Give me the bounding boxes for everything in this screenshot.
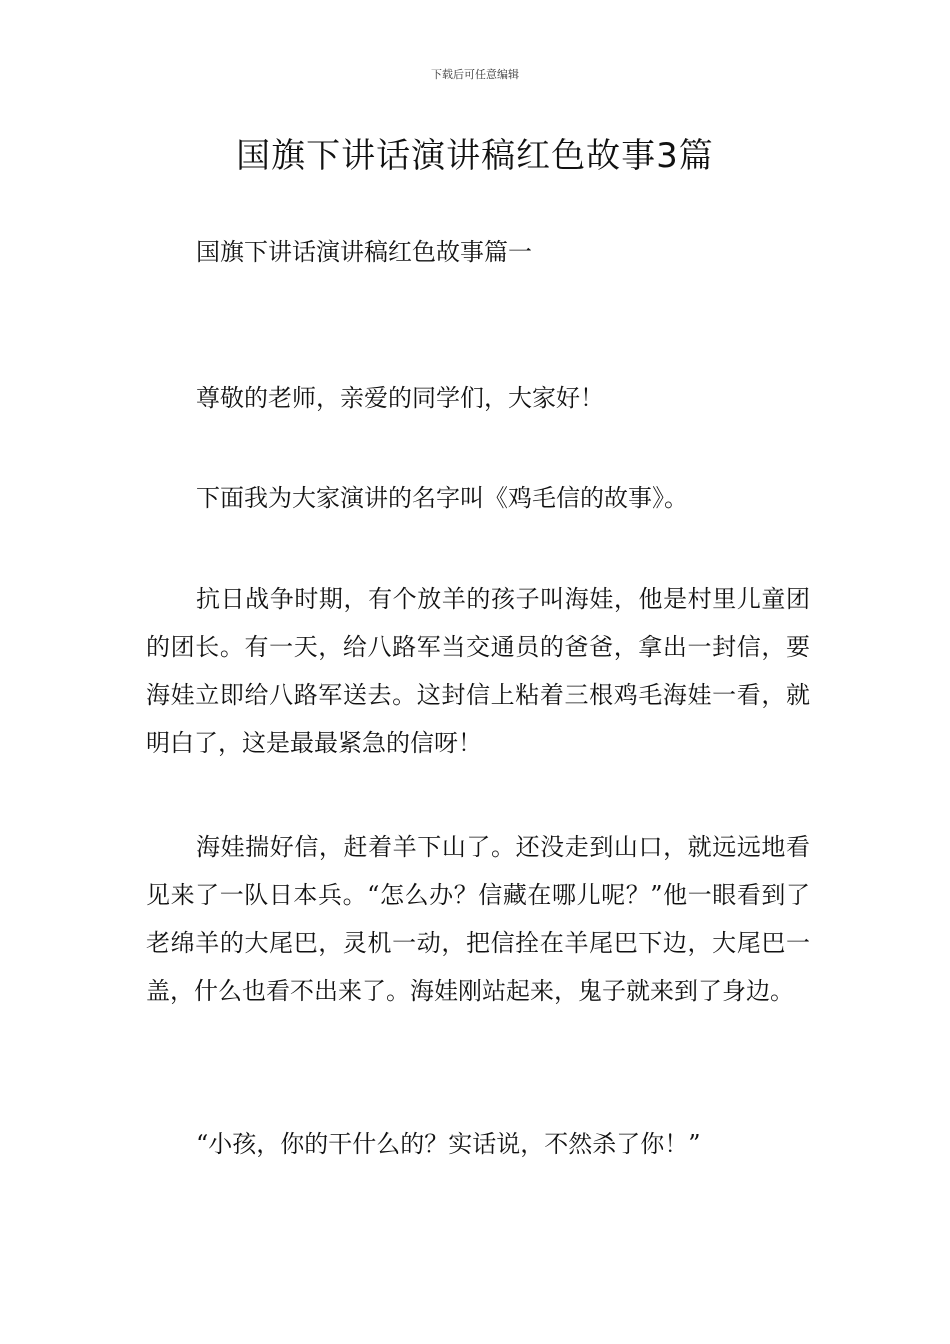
paragraph-story-1: 抗日战争时期，有个放羊的孩子叫海娃，他是村里儿童团的团长。有一天，给八路军当交通员的爸爸，拿出一封信，要海娃立即给八路军送去。这封信上粘着三根鸡毛海娃一看，就明白了，这是最最紧急的信呀！: [146, 585, 810, 757]
document-title: 国旗下讲话演讲稿红色故事3篇: [236, 136, 714, 176]
section-title: 国旗下讲话演讲稿红色故事篇一: [196, 238, 532, 266]
paragraph-intro: 下面我为大家演讲的名字叫《鸡毛信的故事》。: [196, 484, 688, 512]
header-note: 下载后可任意编辑: [431, 68, 519, 81]
paragraph-story-2: 海娃揣好信，赶着羊下山了。还没走到山口，就远远地看见来了一队日本兵。“怎么办？信藏在哪儿呢？”他一眼看到了老绵羊的大尾巴，灵机一动，把信拴在羊尾巴下边，大尾巴一盖，什么也看不出来了。海娃刚站起来，鬼子就来到了身边。: [146, 833, 810, 1005]
paragraph-quote: “小孩，你的干什么的？实话说，不然杀了你！”: [196, 1130, 701, 1158]
paragraph-greeting: 尊敬的老师，亲爱的同学们，大家好！: [196, 384, 604, 412]
